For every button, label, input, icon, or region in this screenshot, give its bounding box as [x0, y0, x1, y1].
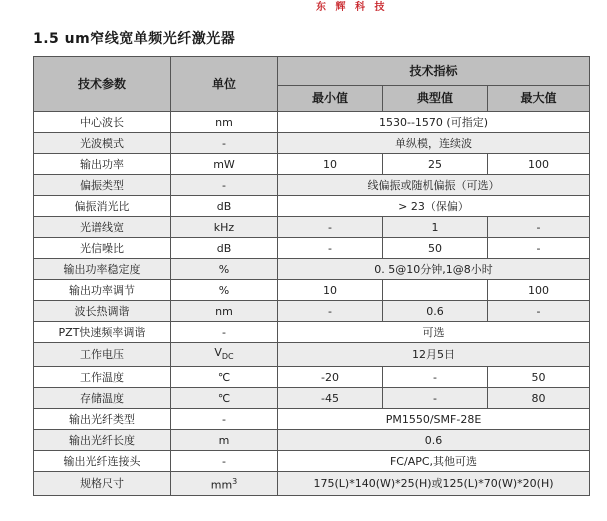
param-unit: - [171, 451, 278, 472]
table-row [34, 154, 590, 175]
table-row [34, 238, 590, 259]
param-min: - [278, 217, 383, 238]
param-max: - [488, 238, 590, 259]
table-row [34, 322, 590, 343]
header-min: 最小值 [278, 86, 383, 112]
param-max: 100 [488, 280, 590, 301]
param-name: 偏振类型 [34, 175, 171, 196]
param-max: - [488, 301, 590, 322]
table-row [34, 112, 590, 133]
param-unit: % [171, 259, 278, 280]
param-name: 光波模式 [34, 133, 171, 154]
param-name: 存储温度 [34, 388, 171, 409]
param-value: 175(L)*140(W)*25(H)或125(L)*70(W)*20(H) [278, 472, 590, 496]
param-max: 100 [488, 154, 590, 175]
table-row [34, 451, 590, 472]
param-typ: 50 [383, 238, 488, 259]
table-row [34, 280, 590, 301]
header-spec: 技术指标 [278, 57, 590, 86]
header-param: 技术参数 [34, 57, 171, 112]
param-value: 12月5日 [278, 343, 590, 367]
param-value: PM1550/SMF-28E [278, 409, 590, 430]
param-value: 单纵模，连续波 [278, 133, 590, 154]
table-row [34, 388, 590, 409]
param-typ: 0.6 [383, 301, 488, 322]
param-max: 50 [488, 367, 590, 388]
param-name: 输出功率 [34, 154, 171, 175]
header-max: 最大值 [488, 86, 590, 112]
param-unit: ℃ [171, 388, 278, 409]
param-unit: ℃ [171, 367, 278, 388]
param-value: 0.6 [278, 430, 590, 451]
table-row [34, 175, 590, 196]
param-unit [171, 343, 278, 367]
param-typ: 1 [383, 217, 488, 238]
param-min: -20 [278, 367, 383, 388]
param-name: 工作温度 [34, 367, 171, 388]
param-typ: 25 [383, 154, 488, 175]
param-name: 波长热调谐 [34, 301, 171, 322]
param-name: 输出光纤长度 [34, 430, 171, 451]
param-typ: - [383, 388, 488, 409]
param-name: 规格尺寸 [34, 472, 171, 496]
unit-superscript: 3 [232, 477, 238, 487]
param-value: FC/APC,其他可选 [278, 451, 590, 472]
unit-main: mm [210, 478, 233, 492]
page-title: 1.5 um窄线宽单频光纤激光器 [33, 31, 236, 47]
table-row [34, 430, 590, 451]
param-unit: kHz [171, 217, 278, 238]
param-name: 偏振消光比 [34, 196, 171, 217]
table-row [34, 217, 590, 238]
param-unit [171, 472, 278, 496]
param-unit: nm [171, 301, 278, 322]
param-unit: - [171, 322, 278, 343]
param-value: 线偏振或随机偏振（可选） [278, 175, 590, 196]
spec-table [33, 56, 590, 496]
param-min: - [278, 238, 383, 259]
table-row [34, 133, 590, 154]
param-name: PZT快速频率调谐 [34, 322, 171, 343]
param-name: 输出功率调节 [34, 280, 171, 301]
param-max: - [488, 217, 590, 238]
table-row [34, 367, 590, 388]
param-unit: - [171, 409, 278, 430]
company-logo: 东 辉 科 技 [316, 2, 388, 13]
param-unit: dB [171, 196, 278, 217]
param-unit: m [171, 430, 278, 451]
param-value: > 23（保偏） [278, 196, 590, 217]
param-name: 光谱线宽 [34, 217, 171, 238]
param-unit: mW [171, 154, 278, 175]
header-unit: 单位 [171, 57, 278, 112]
table-row [34, 343, 590, 367]
param-min: 10 [278, 154, 383, 175]
param-value: 1530--1570 (可指定) [278, 112, 590, 133]
table-row [34, 472, 590, 496]
param-max: 80 [488, 388, 590, 409]
header-typ: 典型值 [383, 86, 488, 112]
table-row [34, 196, 590, 217]
unit-main: V [214, 346, 222, 359]
param-typ [383, 280, 488, 301]
param-unit: dB [171, 238, 278, 259]
param-name: 输出光纤连接头 [34, 451, 171, 472]
param-name: 工作电压 [34, 343, 171, 367]
param-typ: - [383, 367, 488, 388]
param-min: - [278, 301, 383, 322]
param-name: 中心波长 [34, 112, 171, 133]
param-unit: % [171, 280, 278, 301]
table-row [34, 259, 590, 280]
param-name: 输出功率稳定度 [34, 259, 171, 280]
param-value: 可选 [278, 322, 590, 343]
param-value: 0. 5@10分钟,1@8小时 [278, 259, 590, 280]
param-name: 输出光纤类型 [34, 409, 171, 430]
param-name: 光信噪比 [34, 238, 171, 259]
unit-subscript: DC [221, 352, 234, 362]
param-unit: - [171, 175, 278, 196]
table-row [34, 301, 590, 322]
param-unit: nm [171, 112, 278, 133]
param-min: -45 [278, 388, 383, 409]
table-row [34, 409, 590, 430]
param-unit: - [171, 133, 278, 154]
param-min: 10 [278, 280, 383, 301]
